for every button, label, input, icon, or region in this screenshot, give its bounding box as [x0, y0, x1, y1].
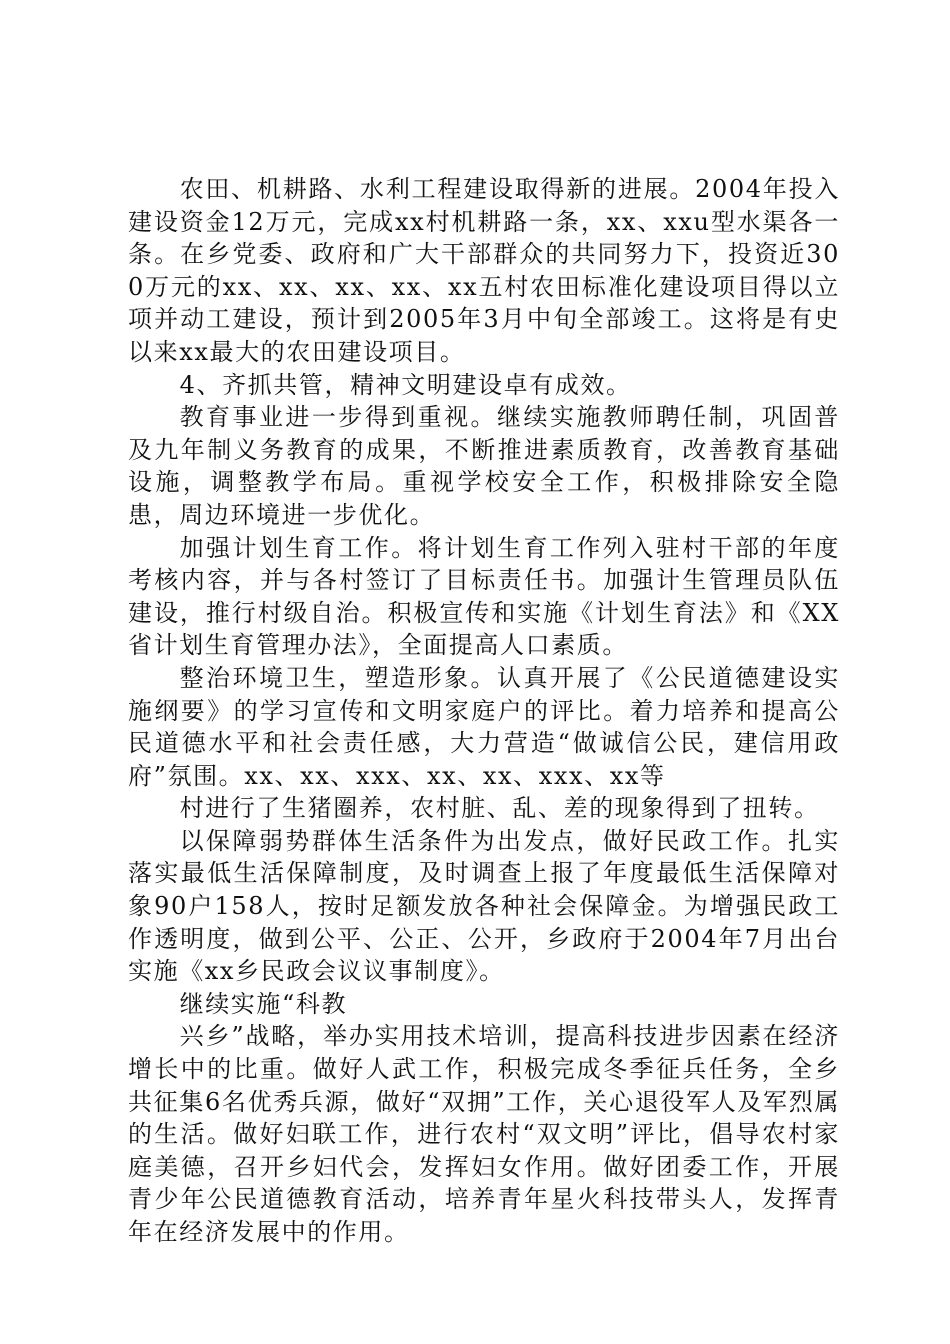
paragraph-science-education-strategy: 兴乡”战略，举办实用技术培训，提高科技进步因素在经济增长中的比重。做好人武工作，积极完成冬季征兵任务，全乡共征集6名优秀兵源，做好“双拥”工作，关心退役军人及军烈属的生活。做好妇联工作，进行农村“双文明”评比，倡导农村家庭美德，召开乡妇代会，发挥妇女作用。做好团委工作，开展青少年公民道德教育活动，培养青年星火科技带头人，发挥青年在经济发展中的作用。 — [128, 1022, 840, 1246]
document-body — [128, 173, 840, 1249]
paragraph-farmland-construction: 农田、机耕路、水利工程建设取得新的进展。2004年投入建设资金12万元，完成xx村机耕路一条，xx、xxu型水渠各一条。在乡党委、政府和广大干部群众的共同努力下，投资近300万元的xx、xx、xx、xx、xx五村农田标准化建设项目得以立项并动工建设，预计到2005年3月中旬全部竣工。这将是有史以来xx最大的农田建设项目。 — [128, 175, 840, 366]
paragraph-civil-affairs: 以保障弱势群体生活条件为出发点，做好民政工作。扎实落实最低生活保障制度，及时调查上报了年度最低生活保障对象90户158人，按时足额发放各种社会保障金。为增强民政工作透明度，做到公平、公正、公开，乡政府于2004年7月出台实施《xx乡民政会议议事制度》。 — [128, 826, 840, 986]
section-heading-spiritual-civilization: 4、齐抓共管，精神文明建设卓有成效。 — [179, 370, 632, 399]
paragraph-family-planning: 加强计划生育工作。将计划生育工作列入驻村干部的年度考核内容，并与各村签订了目标责任书。加强计生管理员队伍建设，推行村级自治。积极宣传和实施《计划生育法》和《XX省计划生育管理办法》，全面提高人口素质。 — [128, 533, 840, 660]
paragraph-education: 教育事业进一步得到重视。继续实施教师聘任制，巩固普及九年制义务教育的成果，不断推进素质教育，改善教育基础设施，调整教学布局。重视学校安全工作，积极排除安全隐患，周边环境进一步优化。 — [128, 403, 840, 529]
paragraph-environment-sanitation: 整治环境卫生，塑造形象。认真开展了《公民道德建设实施纲要》的学习宣传和文明家庭户的评比。着力培养和提高公民道德水平和社会责任感，大力营造“做诚信公民，建信用政府”氛围。xx、xx、xxx、xx、xx、xxx、xx等 — [128, 663, 840, 790]
paragraph-pig-farming: 村进行了生猪圈养，农村脏、乱、差的现象得到了扭转。 — [179, 794, 820, 823]
paragraph-science-education-start: 继续实施“科教 — [179, 989, 348, 1018]
